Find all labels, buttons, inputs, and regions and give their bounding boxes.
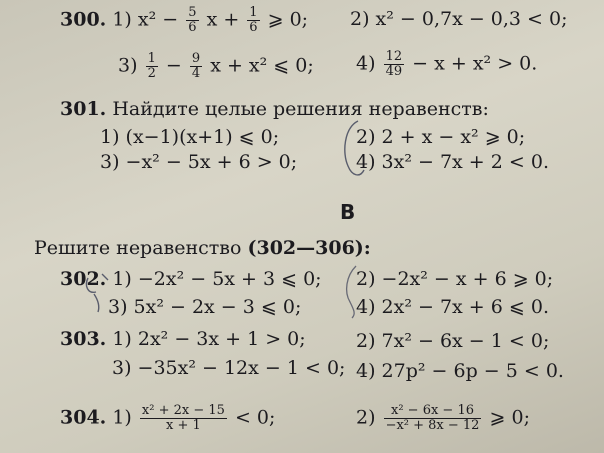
- problem-300-item-4: 4) $\frac{12}{49}$ − x + x² > 0.: [356, 49, 538, 79]
- fraction: $\frac{\text{x² + 2x − 15}}{x + 1}$: [141, 403, 225, 433]
- problem-302-item-1: 302. 1) −2x² − 5x + 3 ⩽ 0;: [60, 268, 322, 290]
- problem-301-heading: 301. Найдите целые решения неравенств:: [60, 98, 489, 120]
- problem-303-item-1: 303. 1) 2x² − 3x + 1 > 0;: [60, 328, 306, 350]
- problem-303-item-2: 2) 7x² − 6x − 1 < 0;: [356, 330, 550, 352]
- fraction: $\frac{9}{4}$: [191, 51, 201, 81]
- problem-303-item-3: 3) −35x² − 12x − 1 < 0;: [112, 357, 346, 379]
- problem-303-item-4: 4) 27p² − 6p − 5 < 0.: [356, 360, 564, 382]
- problem-300-item-1: 300. 1) x² − $\frac{5}{6}$ x + $\frac{1}{6}$ ⩾ 0;: [60, 5, 309, 35]
- fraction: $\frac{5}{6}$: [188, 5, 197, 35]
- problem-301-item-1: 1) (x−1)(x+1) ⩽ 0;: [100, 126, 280, 148]
- problem-301-item-2: 2) 2 + x − x² ⩾ 0;: [356, 126, 526, 148]
- problem-300-item-3: 3) $\frac{1}{2}$ − $\frac{9}{4}$ x + x² ⩽ 0;: [118, 51, 314, 81]
- task-heading: Решите неравенство (302—306):: [34, 237, 371, 259]
- problem-number: 300.: [60, 8, 107, 31]
- problem-302-item-3: 3) 5x² − 2x − 3 ⩽ 0;: [108, 296, 302, 318]
- fraction: $\frac{12}{49}$: [385, 49, 403, 79]
- problem-302-item-2: 2) −2x² − x + 6 ⩾ 0;: [356, 268, 554, 290]
- fraction: $\frac{1}{2}$: [147, 51, 156, 81]
- problem-302-item-4: 4) 2x² − 7x + 6 ⩽ 0.: [356, 296, 549, 318]
- fraction: $\frac{\text{x² − 6x − 16}}{\text{−x² + 8x − 12}}$: [385, 403, 480, 433]
- problem-301-item-4: 4) 3x² − 7x + 2 < 0.: [356, 151, 549, 173]
- section-label: B: [340, 200, 356, 224]
- problem-304-item-2: 2) $\frac{\text{x² − 6x − 16}}{\text{−x² + 8x − 12}}$ ⩾ 0;: [356, 403, 530, 433]
- fraction: $\frac{1}{6}$: [249, 5, 258, 35]
- problem-301-item-3: 3) −x² − 5x + 6 > 0;: [100, 151, 298, 173]
- problem-300-item-2: 2) x² − 0,7x − 0,3 < 0;: [350, 8, 568, 30]
- problem-304-item-1: 304. 1) $\frac{\text{x² + 2x − 15}}{x + 1}$ < 0;: [60, 403, 276, 433]
